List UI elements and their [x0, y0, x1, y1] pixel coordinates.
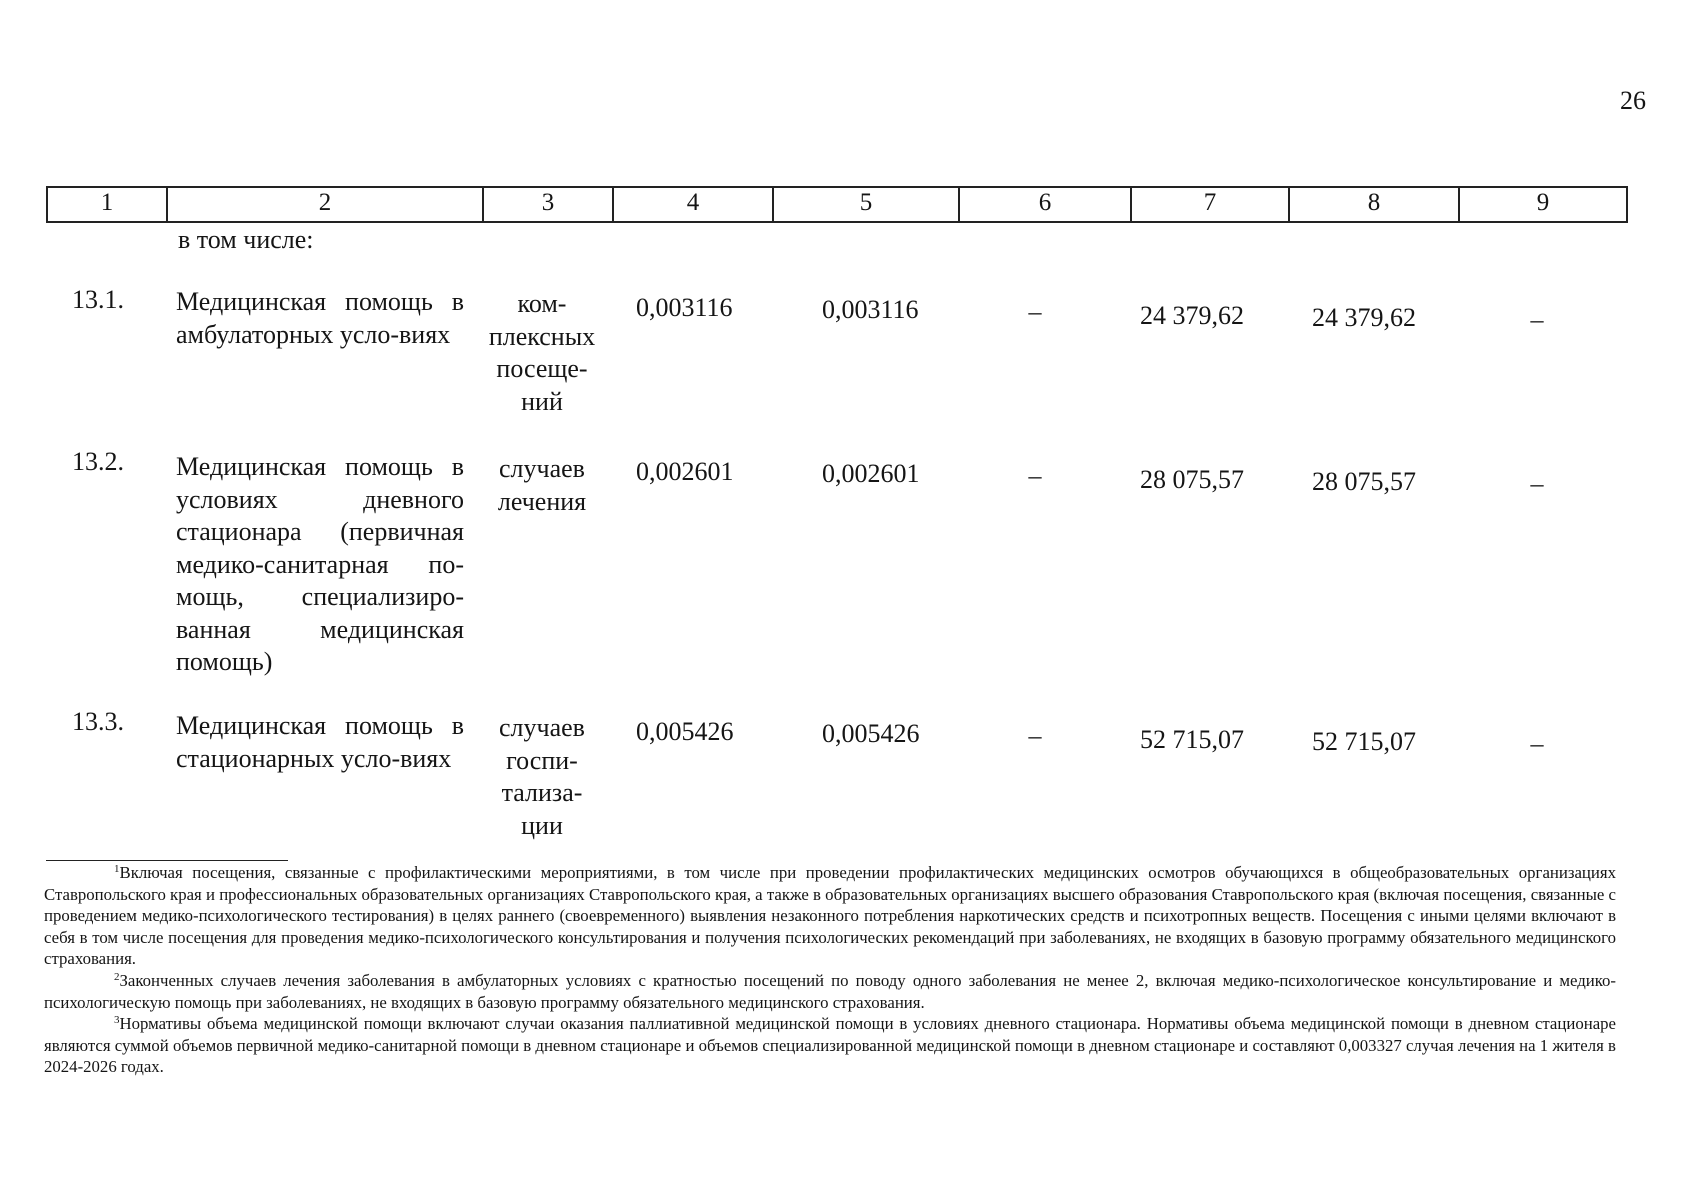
footnote — [44, 862, 1616, 970]
header-col-9: 9 — [1458, 186, 1628, 223]
row-name: Медицинская помощь в условиях дневного стационара (первичная медико-санитарная по-мощь, специализиро-ванная медицинская помощь) — [176, 452, 464, 676]
row-value-col-9: – — [1530, 305, 1544, 334]
header-col-2: 2 — [166, 186, 482, 223]
header-col-1: 1 — [46, 186, 166, 223]
row-number: 13.3. — [72, 707, 124, 736]
row-value-col-7: 28 075,57 — [1140, 465, 1244, 494]
row-value-col-4: 0,002601 — [636, 457, 734, 486]
footnote — [44, 1013, 1616, 1078]
row-value-col-9: – — [1530, 729, 1544, 758]
row-value-col-6: – — [1028, 461, 1042, 490]
row-value-col-4: 0,005426 — [636, 717, 734, 746]
row-value-col-9: – — [1530, 469, 1544, 498]
header-col-4: 4 — [612, 186, 772, 223]
page-number: 26 — [1620, 86, 1646, 115]
footnotes — [44, 862, 1616, 1078]
row-number: 13.1. — [72, 285, 124, 314]
row-value-col-5: 0,002601 — [822, 459, 920, 488]
footnote-text: Законченных случаев лечения заболевания в амбулаторных условиях с кратностью посещений по поводу одного заболевания не менее 2, включая медико-психологическое консультирование и медико-психологическую помощь при заболеваниях, не входящих в базовую программу обязательного медицинского страхования. — [44, 970, 1616, 1012]
table-subheading: в том числе: — [178, 225, 314, 254]
footnote-mark: 2 — [114, 970, 120, 983]
table-header-row — [46, 186, 1628, 221]
header-col-7: 7 — [1130, 186, 1288, 223]
row-value-col-5: 0,005426 — [822, 719, 920, 748]
row-value-col-8: 24 379,62 — [1312, 303, 1416, 332]
footnote-text: Включая посещения, связанные с профилактическими мероприятиями, в том числе при проведении профилактических медицинских осмотров обучающихся в общеобразовательных организациях Ставропольского края и профессиональных образовательных организациях Ставропольского края, а также в образовательных организациях высшего образования Ставропольского края (включая посещения, связанные с проведением медико-психологического тестирования) в целях раннего (своевременного) выявления незаконного потребления наркотических средств и психотропных веществ. Посещения с иными целями включают в себя в том числе посещения для проведения медико-психологического консультирования и получения психологических рекомендаций при заболеваниях, не входящих в базовую программу обязательного медицинского страхования. — [44, 863, 1616, 969]
footnote-text: Нормативы объема медицинской помощи включают случаи оказания паллиативной медицинской помощи в условиях дневного стационара. Нормативы объема медицинской помощи в дневном стационаре являются суммой объемов первичной медико-санитарной помощи в дневном стационаре и объемов специализированной медицинской помощи в дневном стационаре и составляют 0,003327 случая лечения на 1 жителя в 2024-2026 годах. — [44, 1014, 1616, 1077]
row-value-col-7: 24 379,62 — [1140, 301, 1244, 330]
footnote-mark: 1 — [114, 863, 120, 875]
row-unit: случаев лечения — [497, 454, 587, 516]
row-unit: случаев госпи-тализа-ции — [499, 713, 585, 840]
row-value-col-8: 28 075,57 — [1312, 467, 1416, 496]
row-value-col-4: 0,003116 — [636, 293, 733, 322]
row-number: 13.2. — [72, 447, 124, 476]
header-col-8: 8 — [1288, 186, 1458, 223]
row-value-col-5: 0,003116 — [822, 295, 919, 324]
header-col-5: 5 — [772, 186, 958, 223]
row-value-col-7: 52 715,07 — [1140, 725, 1244, 754]
row-name: Медицинская помощь в амбулаторных усло-виях — [176, 287, 464, 349]
footnote-mark: 3 — [114, 1014, 120, 1027]
header-col-6: 6 — [958, 186, 1130, 223]
row-name: Медицинская помощь в стационарных усло-виях — [176, 711, 464, 773]
row-value-col-6: – — [1028, 721, 1042, 750]
footnote-separator — [46, 860, 288, 861]
footnote — [44, 970, 1616, 1013]
row-value-col-8: 52 715,07 — [1312, 727, 1416, 756]
header-col-3: 3 — [482, 186, 612, 223]
row-value-col-6: – — [1028, 297, 1042, 326]
row-unit: ком-плексных посеще-ний — [488, 289, 596, 416]
